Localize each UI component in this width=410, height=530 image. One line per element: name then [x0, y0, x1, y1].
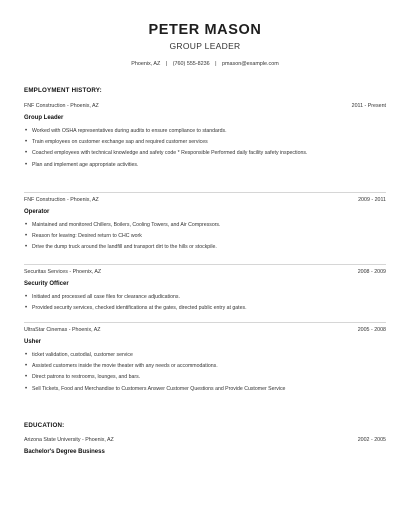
job-dates: 2005 - 2008 — [357, 327, 386, 333]
contact-phone: (760) 555-8236 — [172, 61, 210, 67]
job-divider — [24, 264, 386, 265]
education-degree: Bachelor's Degree Business — [24, 449, 105, 455]
job-bullet: • Plan and implement age appropriate activities. — [24, 162, 386, 169]
job-company: FNF Construction - Phoenix, AZ — [24, 103, 99, 109]
job-role: Usher — [24, 339, 42, 345]
job-role: Group Leader — [24, 115, 64, 121]
job-bullet: • Coached employees with technical knowledge and safety code * Responsible Performed daily facility safety inspections. — [24, 150, 386, 157]
education-entry — [24, 437, 386, 455]
job-bullets — [24, 128, 386, 169]
job-bullets — [24, 294, 386, 312]
job-bullet: • Train employees on customer exchange sap and required customer services — [24, 139, 386, 146]
job-bullet: • Initiated and processed all case files for clearance adjudications. — [24, 294, 386, 301]
job-bullet: • Reason for leaving: Desired return to CHC work — [24, 233, 386, 240]
job-bullet: • Provided security services, checked identifications at the gates, directed public entry at gates. — [24, 305, 386, 312]
job-dates: 2008 - 2009 — [357, 269, 386, 275]
job-company: UltraStar Cinemas - Phoenix, AZ — [24, 327, 101, 333]
employment-heading: EMPLOYMENT HISTORY: — [24, 87, 102, 94]
candidate-name: PETER MASON — [148, 22, 262, 38]
contact-location: Phoenix, AZ — [131, 61, 161, 67]
job-entry — [24, 327, 386, 397]
job-role: Security Officer — [24, 281, 69, 287]
job-bullet: • Maintained and monitored Chillers, Boilers, Cooling Towers, and Air Compressors. — [24, 222, 386, 229]
job-entry — [24, 269, 386, 316]
job-bullet: • Direct patrons to restrooms, lounges, and bars. — [24, 374, 386, 381]
job-bullet: • Sell Tickets, Food and Merchandise to Customers Answer Customer Questions and Provide Customer Service — [24, 386, 386, 393]
education-dates: 2002 - 2005 — [357, 437, 386, 443]
job-bullets — [24, 222, 386, 252]
job-role: Operator — [24, 209, 50, 215]
education-heading: EDUCATION: — [24, 422, 65, 429]
contact-email: pmason@example.com — [222, 61, 279, 67]
job-bullet: • Assisted customers inside the movie theater with any needs or accommodations. — [24, 363, 386, 370]
job-company: FNF Construction - Phoenix, AZ — [24, 197, 99, 203]
candidate-title: GROUP LEADER — [169, 41, 241, 51]
contact-line — [0, 61, 410, 67]
job-divider — [24, 192, 386, 193]
contact-separator: | — [215, 61, 217, 67]
contact-separator: | — [165, 61, 168, 67]
job-dates: 2011 - Present — [351, 103, 386, 109]
job-entry — [24, 197, 386, 256]
job-dates: 2009 - 2011 — [358, 197, 386, 203]
job-company: Securitas Services - Phoenix, AZ — [24, 269, 102, 275]
resume-header — [0, 22, 410, 67]
job-divider — [24, 322, 386, 323]
job-entry — [24, 103, 386, 173]
job-bullet: • Drive the dump truck around the landfill and transport dirt to the hills or stockpile. — [24, 244, 386, 251]
job-bullet: • Worked with OSHA representatives during audits to ensure compliance to standards. — [24, 128, 386, 135]
job-bullet: • ticket validation, custodial, customer service — [24, 352, 386, 359]
education-school: Arizona State University - Phoenix, AZ — [24, 437, 114, 443]
job-bullets — [24, 352, 386, 393]
